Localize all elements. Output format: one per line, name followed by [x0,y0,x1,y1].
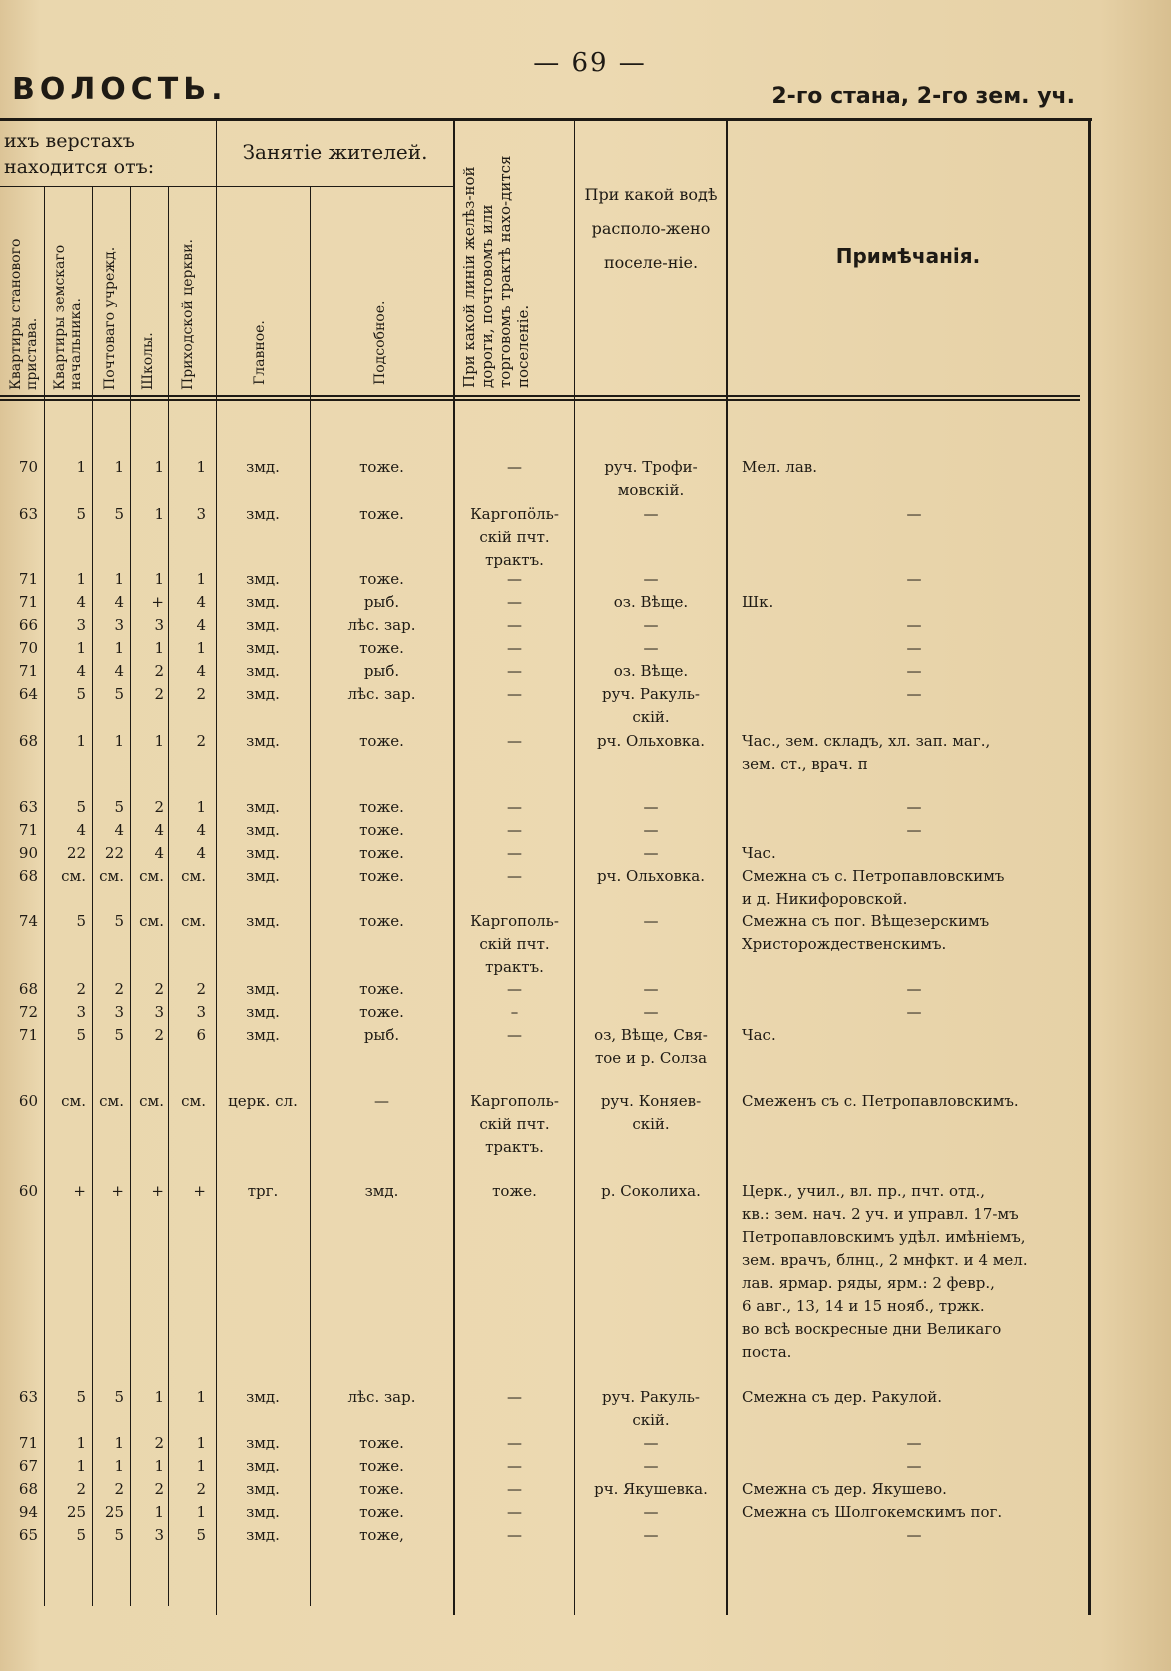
cell-church: 1 [196,1457,206,1475]
cell-school: 3 [154,1526,164,1544]
cell-zemsk: 4 [76,821,86,839]
cell-stan: 68 [18,867,38,885]
cell-main: змд. [246,458,280,476]
cell-secondary: тоже. [359,639,404,657]
cell-stan: 72 [18,1003,38,1021]
cell-school: 4 [154,821,164,839]
cell-church: 1 [196,798,206,816]
cell-notes: — [906,821,922,839]
cell-water: — [643,1503,659,1521]
cell-road: трактъ. [485,1138,544,1156]
cell-secondary: тоже. [359,821,404,839]
cell-church: см. [181,1092,206,1110]
cell-secondary: тоже. [359,844,404,862]
cell-zemsk: 22 [66,844,86,862]
cell-water: — [643,1434,659,1452]
cell-school: 1 [154,458,164,476]
col-secondary-header: Подсобное. [372,300,388,385]
cell-church: 1 [196,570,206,588]
cell-church: 1 [196,1434,206,1452]
cell-stan: 94 [18,1503,38,1521]
cell-main: змд. [246,1026,280,1044]
cell-post: 5 [114,505,124,523]
cell-notes: Час. [742,1026,776,1044]
cell-zemsk: 3 [76,1003,86,1021]
cell-main: змд. [246,616,280,634]
cell-stan: 71 [18,662,38,680]
col-zemsk-header: Квартиры земскаго начальника. [52,244,84,390]
cell-post: 25 [104,1503,124,1521]
cell-secondary: тоже. [359,1457,404,1475]
cell-water: рч. Ольховка. [596,732,706,750]
distance-group-rule [0,186,216,187]
col-post-header: Почтоваго учрежд. [102,246,118,390]
header-bottom-rule [0,395,1080,397]
cell-road: — [507,458,522,476]
cell-stan: 71 [18,570,38,588]
cell-post: 1 [114,458,124,476]
cell-water: оз. Вѣще. [613,662,689,680]
cell-post: + [111,1182,124,1200]
cell-church: см. [181,867,206,885]
cell-secondary: лѣс. зар. [347,1388,416,1406]
cell-water: скій. [632,1411,670,1429]
cell-stan: 63 [18,505,38,523]
cell-main: змд. [246,1434,280,1452]
cell-main: змд. [246,505,280,523]
cell-notes: — [906,1434,922,1452]
cell-water: руч. Ракуль- [602,1388,700,1406]
cell-water: скій. [632,1115,670,1133]
distance-group-heading: ихъ верстахъ находится отъ: [4,130,155,178]
cell-school: 2 [154,1480,164,1498]
cell-school: см. [139,1092,164,1110]
cell-post: 4 [114,821,124,839]
cell-secondary: тоже. [359,912,404,930]
cell-post: 5 [114,685,124,703]
cell-notes: Церк., учил., вл. пр., пчт. отд., [742,1182,986,1200]
cell-school: 3 [154,616,164,634]
cell-road: – [510,1003,519,1021]
col-school-header: Школы. [140,332,156,390]
cell-zemsk: 5 [76,685,86,703]
cell-church: 4 [196,844,206,862]
cell-zemsk: 1 [76,732,86,750]
cell-school: 2 [154,685,164,703]
cell-main: змд. [246,732,280,750]
occupation-group-rule [216,186,454,187]
cell-notes: Мел. лав. [742,458,817,476]
cell-notes: — [906,1457,922,1475]
cell-main: змд. [246,798,280,816]
cell-notes: — [906,980,922,998]
cell-stan: 71 [18,1434,38,1452]
cell-road: — [507,1026,522,1044]
cell-post: 1 [114,1434,124,1452]
cell-road: — [507,867,522,885]
cell-water: — [643,1457,659,1475]
cell-notes: Смеженъ съ с. Петропавловскимъ. [742,1092,1019,1110]
cell-church: 1 [196,639,206,657]
cell-church: 4 [196,593,206,611]
cell-main: змд. [246,844,280,862]
table-top-rule [0,118,1092,121]
cell-main: змд. [246,980,280,998]
col-notes-header: Примѣчанія. [835,244,981,268]
cell-main: змд. [246,1480,280,1498]
cell-main: змд. [246,685,280,703]
cell-zemsk: 2 [76,1480,86,1498]
cell-post: 5 [114,1388,124,1406]
cell-main: змд. [246,1503,280,1521]
cell-notes: Шк. [742,593,774,611]
cell-secondary: тоже. [359,1003,404,1021]
cell-notes: Час., зем. складъ, хл. зап. маг., [742,732,991,750]
cell-notes: — [906,1003,922,1021]
cell-water: скій. [632,708,670,726]
cell-stan: 63 [18,798,38,816]
cell-stan: 68 [18,1480,38,1498]
cell-secondary: рыб. [363,662,400,680]
cell-main: змд. [246,593,280,611]
cell-secondary: тоже. [359,980,404,998]
cell-main: змд. [246,1457,280,1475]
cell-notes: кв.: зем. нач. 2 уч. и управл. 17-мъ [742,1205,1019,1223]
cell-main: церк. сл. [228,1092,298,1110]
cell-road: — [507,1457,522,1475]
header-bottom-rule-2 [0,399,1080,401]
cell-road: Каргополь- [470,1092,559,1110]
cell-stan: 63 [18,1388,38,1406]
cell-zemsk: + [73,1182,86,1200]
cell-water: тое и р. Солза [594,1049,708,1067]
cell-school: 1 [154,639,164,657]
cell-stan: 71 [18,593,38,611]
cell-church: см. [181,912,206,930]
cell-stan: 90 [18,844,38,862]
cell-water: рч. Якушевка. [594,1480,708,1498]
cell-road: — [507,821,522,839]
cell-stan: 71 [18,1026,38,1044]
cell-post: 3 [114,1003,124,1021]
cell-secondary: лѣс. зар. [347,685,416,703]
cell-school: см. [139,912,164,930]
cell-road: скій пчт. [479,528,550,546]
cell-church: 5 [196,1526,206,1544]
cell-main: трг. [247,1182,279,1200]
cell-school: 1 [154,505,164,523]
cell-school: 2 [154,980,164,998]
cell-secondary: лѣс. зар. [347,616,416,634]
cell-notes: — [906,1526,922,1544]
cell-notes: Христорождественскимъ. [742,935,947,953]
col-divider [726,120,728,1615]
cell-stan: 74 [18,912,38,930]
cell-stan: 66 [18,616,38,634]
cell-secondary: тоже. [359,732,404,750]
cell-water: — [643,980,659,998]
cell-water: мовскій. [617,481,685,499]
cell-zemsk: 3 [76,616,86,634]
cell-school: + [151,1182,164,1200]
cell-main: змд. [246,867,280,885]
cell-road: — [507,798,522,816]
cell-water: оз, Вѣще, Свя- [594,1026,708,1044]
col-church-header: Приходской церкви. [180,239,196,390]
cell-notes: — [906,505,922,523]
cell-notes: Смежна съ Шолгокемскимъ пог. [742,1503,1003,1521]
cell-school: 2 [154,798,164,816]
cell-road: — [507,1388,522,1406]
cell-water: оз. Вѣще. [613,593,689,611]
cell-notes: — [906,570,922,588]
cell-secondary: рыб. [363,1026,400,1044]
cell-stan: 68 [18,980,38,998]
cell-church: 2 [196,980,206,998]
cell-water: руч. Трофи- [604,458,698,476]
cell-road: — [507,980,522,998]
cell-notes: 6 авг., 13, 14 и 15 нояб., тржк. [742,1297,985,1315]
cell-water: — [643,1003,659,1021]
cell-post: 5 [114,1526,124,1544]
cell-road: скій пчт. [479,1115,550,1133]
col-stan-header: Квартиры станового пристава. [8,238,40,390]
cell-main: змд. [246,662,280,680]
cell-secondary: тоже. [359,570,404,588]
cell-zemsk: 5 [76,1388,86,1406]
cell-notes: во всѣ воскресные дни Великаго [742,1320,1002,1338]
cell-school: 1 [154,1457,164,1475]
cell-water: руч. Ракуль- [602,685,700,703]
cell-post: 5 [114,1026,124,1044]
cell-school: 1 [154,732,164,750]
cell-church: 1 [196,1388,206,1406]
cell-stan: 60 [18,1092,38,1110]
cell-secondary: тоже. [359,458,404,476]
cell-road: — [507,662,522,680]
cell-road: скій пчт. [479,935,550,953]
cell-school: 1 [154,570,164,588]
cell-zemsk: 5 [76,912,86,930]
cell-water: — [643,798,659,816]
cell-water: руч. Коняев- [600,1092,702,1110]
cell-church: 4 [196,821,206,839]
cell-church: 3 [196,505,206,523]
cell-stan: 67 [18,1457,38,1475]
cell-zemsk: 1 [76,458,86,476]
cell-road: — [507,1503,522,1521]
cell-zemsk: 2 [76,980,86,998]
cell-church: 2 [196,732,206,750]
cell-post: 1 [114,732,124,750]
cell-water: — [643,844,659,862]
cell-post: 2 [114,980,124,998]
cell-road: — [507,616,522,634]
cell-notes: лав. ярмар. ряды, ярм.: 2 февр., [742,1274,995,1292]
page-number: — 69 — [533,48,647,78]
cell-main: змд. [246,1388,280,1406]
cell-post: см. [99,867,124,885]
cell-zemsk: 5 [76,1026,86,1044]
cell-notes: зем. врачъ, блнц., 2 мнфкт. и 4 мел. [742,1251,1028,1269]
cell-post: 22 [104,844,124,862]
cell-zemsk: см. [61,867,86,885]
cell-zemsk: 1 [76,570,86,588]
cell-road: — [507,1480,522,1498]
cell-zemsk: 1 [76,1434,86,1452]
cell-main: змд. [246,1526,280,1544]
cell-main: змд. [246,912,280,930]
cell-main: змд. [246,570,280,588]
cell-road: — [507,570,522,588]
cell-church: 6 [196,1026,206,1044]
cell-post: 1 [114,1457,124,1475]
cell-church: 4 [196,616,206,634]
cell-zemsk: 1 [76,639,86,657]
cell-main: змд. [246,821,280,839]
cell-secondary: змд. [364,1182,399,1200]
cell-church: 1 [196,1503,206,1521]
cell-school: 1 [154,1388,164,1406]
cell-church: 2 [196,685,206,703]
cell-water: — [643,639,659,657]
cell-post: 1 [114,639,124,657]
col-water-header: При какой водѣ располо-жено поселе-ніе. [584,185,718,272]
cell-main: змд. [246,1003,280,1021]
cell-secondary: тоже. [359,1503,404,1521]
cell-road: — [507,1434,522,1452]
cell-notes: — [906,798,922,816]
cell-road: — [507,639,522,657]
cell-water: — [643,616,659,634]
cell-water: — [643,570,659,588]
cell-stan: 68 [18,732,38,750]
cell-road: — [507,844,522,862]
cell-water: р. Соколиха. [601,1182,701,1200]
cell-zemsk: 25 [66,1503,86,1521]
cell-notes: Смежна съ дер. Ракулой. [742,1388,943,1406]
cell-notes: Час. [742,844,776,862]
cell-secondary: рыб. [363,593,400,611]
cell-road: трактъ. [485,958,544,976]
cell-stan: 64 [18,685,38,703]
cell-school: 2 [154,662,164,680]
cell-water: — [643,912,659,930]
cell-post: 5 [114,798,124,816]
cell-road: — [507,685,522,703]
cell-notes: Петропавловскимъ удѣл. имѣніемъ, [742,1228,1026,1246]
header-left-title: ВОЛОСТЬ. [12,72,228,107]
cell-post: 5 [114,912,124,930]
cell-notes: — [906,685,922,703]
cell-notes: зем. ст., врач. п [742,755,868,773]
cell-secondary: — [374,1092,389,1110]
cell-school: 3 [154,1003,164,1021]
cell-notes: — [906,662,922,680]
cell-zemsk: 1 [76,1457,86,1475]
cell-church: 2 [196,1480,206,1498]
cell-main: змд. [246,639,280,657]
cell-post: 2 [114,1480,124,1498]
cell-road: Каргопöль- [470,505,559,523]
cell-road: — [507,1526,522,1544]
cell-church: 1 [196,458,206,476]
cell-secondary: тоже. [359,1480,404,1498]
cell-post: см. [99,1092,124,1110]
cell-notes: — [906,616,922,634]
cell-notes: Смежна съ пог. Вѣщезерскимъ [742,912,990,930]
cell-stan: 60 [18,1182,38,1200]
cell-zemsk: 4 [76,593,86,611]
cell-secondary: тоже. [359,1434,404,1452]
cell-notes: — [906,639,922,657]
cell-road: Каргополь- [470,912,559,930]
col-main-header: Главное. [252,320,268,385]
cell-zemsk: 5 [76,505,86,523]
cell-church: + [193,1182,206,1200]
cell-stan: 65 [18,1526,38,1544]
cell-church: 3 [196,1003,206,1021]
cell-zemsk: см. [61,1092,86,1110]
cell-secondary: тоже. [359,867,404,885]
cell-road: — [507,593,522,611]
cell-school: см. [139,867,164,885]
cell-stan: 71 [18,821,38,839]
cell-water: — [643,821,659,839]
cell-zemsk: 5 [76,798,86,816]
cell-notes: Смежна съ с. Петропавловскимъ [742,867,1005,885]
cell-notes: и д. Никифоровской. [742,890,908,908]
cell-road: трактъ. [485,551,544,569]
cell-post: 4 [114,662,124,680]
col-divider [1088,120,1091,1615]
cell-stan: 70 [18,639,38,657]
cell-road: — [507,732,522,750]
cell-zemsk: 5 [76,1526,86,1544]
cell-church: 4 [196,662,206,680]
cell-school: 2 [154,1026,164,1044]
cell-road: тоже. [492,1182,537,1200]
cell-school: + [151,593,164,611]
col-road-header: При какой линіи желѣз-ной дороги, почтовомъ или торговомъ трактѣ нахо-дится поселеніе. [460,155,532,388]
cell-post: 4 [114,593,124,611]
cell-school: 1 [154,1503,164,1521]
cell-secondary: тоже, [359,1526,404,1544]
cell-water: — [643,505,659,523]
cell-stan: 70 [18,458,38,476]
cell-school: 4 [154,844,164,862]
cell-post: 3 [114,616,124,634]
cell-secondary: тоже. [359,798,404,816]
cell-notes: поста. [742,1343,792,1361]
cell-notes: Смежна съ дер. Якушево. [742,1480,947,1498]
cell-water: — [643,1526,659,1544]
cell-school: 2 [154,1434,164,1452]
occupation-group-heading: Занятіе жителей. [242,140,428,164]
cell-water: рч. Ольховка. [596,867,706,885]
cell-post: 1 [114,570,124,588]
header-right-title: 2-го стана, 2-го зем. уч. [771,84,1075,109]
cell-secondary: тоже. [359,505,404,523]
cell-zemsk: 4 [76,662,86,680]
